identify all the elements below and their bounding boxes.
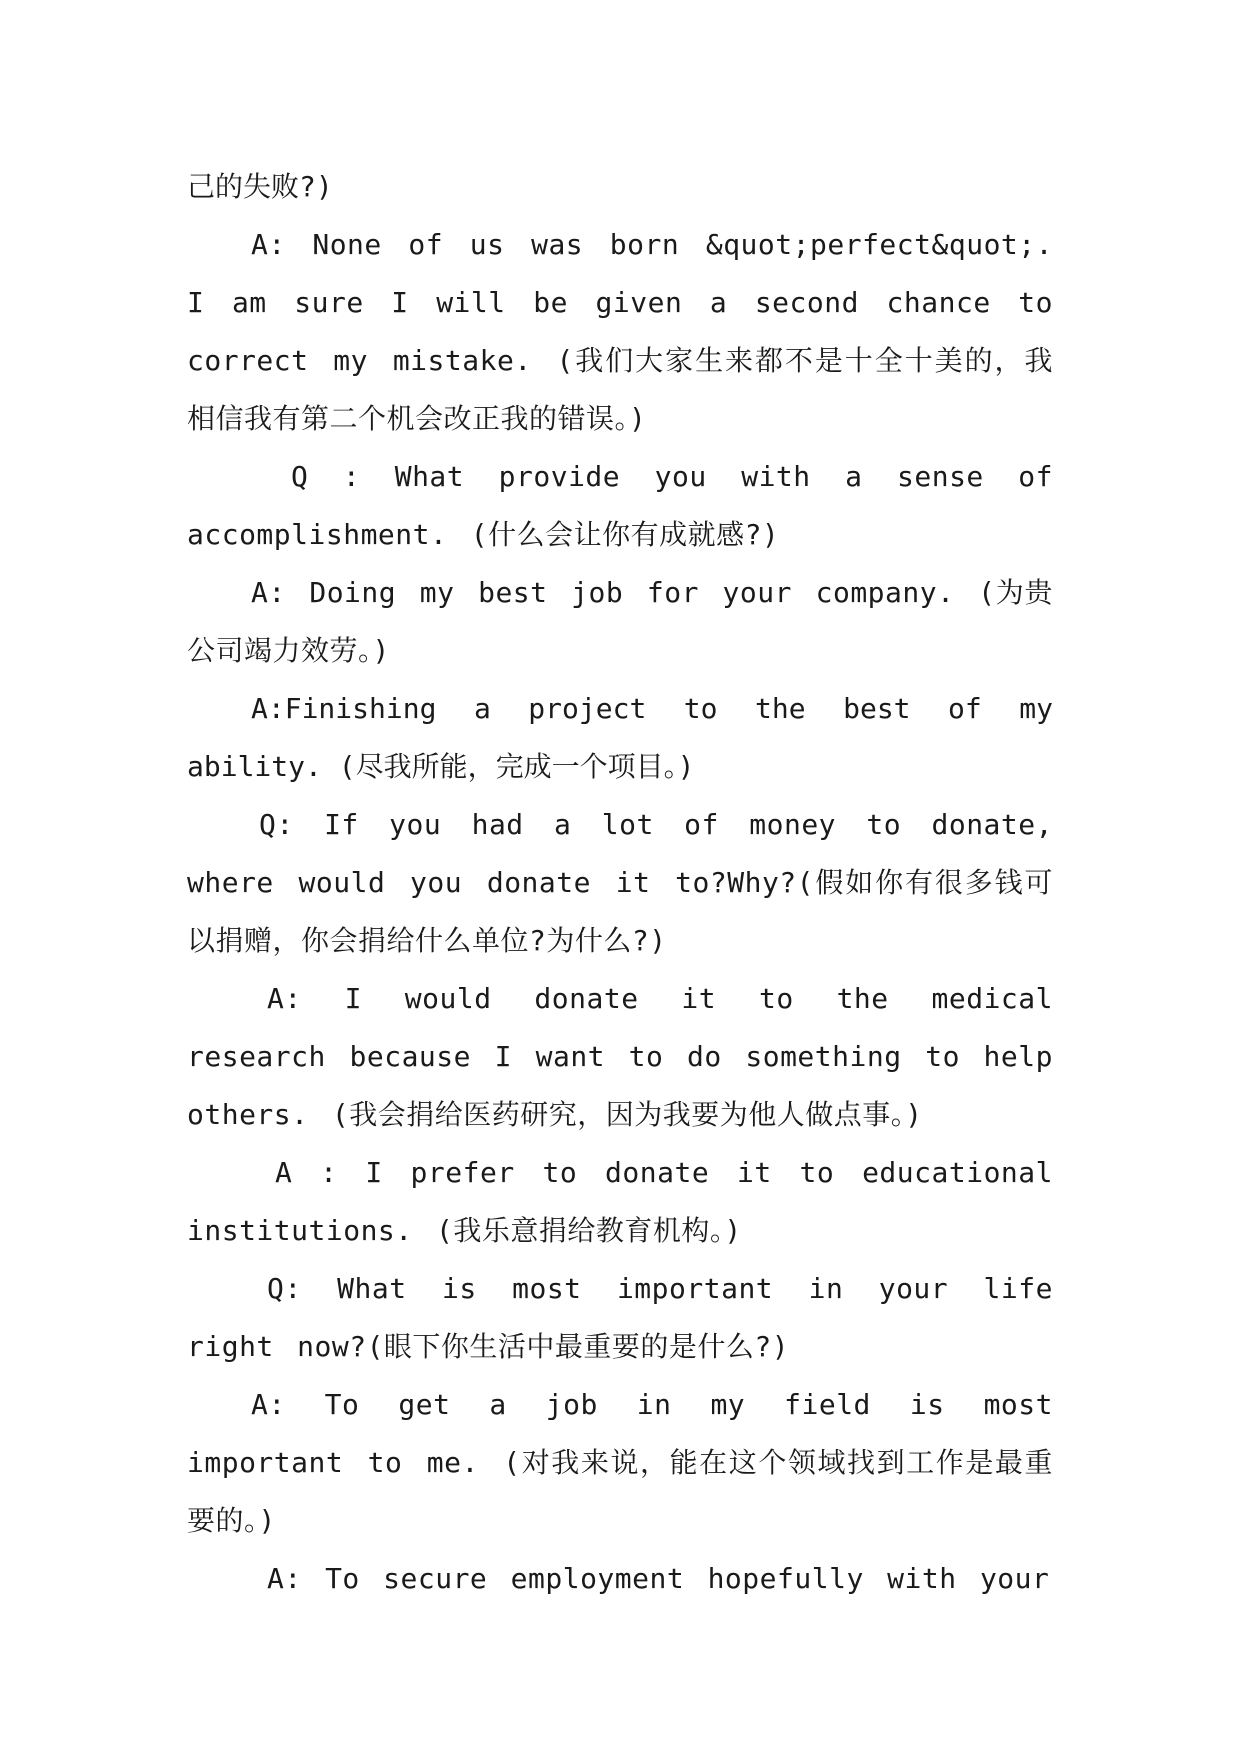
- question-paragraph: Q: What is most important in your life right now?(眼下你生活中最重要的是什么?): [187, 1272, 1053, 1363]
- question-paragraph: Q: If you had a lot of money to donate, where would you donate it to?Why?(假如你有很多钱可以捐赠，你会捐给什么单位?为什么?): [187, 808, 1053, 957]
- answer-paragraph: A:Finishing a project to the best of my ability. (尽我所能，完成一个项目。): [187, 692, 1053, 783]
- document-body: [187, 158, 1053, 1608]
- answer-paragraph: A: I would donate it to the medical research because I want to do something to help others. (我会捐给医药研究，因为我要为他人做点事。): [187, 982, 1053, 1131]
- answer-paragraph: A: To get a job in my field is most important to me. (对我来说，能在这个领域找到工作是最重要的。): [187, 1388, 1053, 1537]
- answer-paragraph: A : I prefer to donate it to educational institutions. (我乐意捐给教育机构。): [187, 1156, 1053, 1247]
- answer-paragraph: A: Doing my best job for your company. (为贵公司竭力效劳。): [187, 576, 1053, 667]
- paragraph-continuation: 己的失败?): [187, 170, 333, 203]
- question-paragraph: Q : What provide you with a sense of accomplishment. (什么会让你有成就感?): [187, 460, 1053, 551]
- answer-paragraph: A: None of us was born &quot;perfect&quot;. I am sure I will be given a second chance to correct my mistake. (我们大家生来都不是十全十美的，我相信我有第二个机会改正我的错误。): [187, 228, 1053, 435]
- answer-paragraph: A: To secure employment hopefully with your: [267, 1562, 1050, 1595]
